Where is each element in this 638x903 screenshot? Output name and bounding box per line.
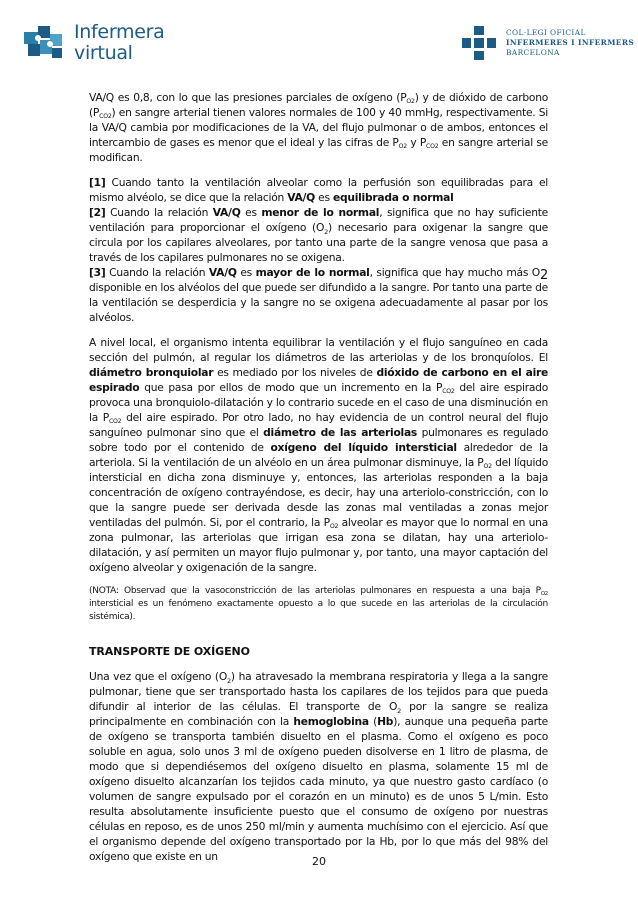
paragraph-case-2: [2] Cuando la relación VA/Q es menor de lo normal, significa que no hay suficiente ventilación para proporcionar el oxígeno $(O_2)$ necesario para oxigenar la sangre que circula por los capilares alveolares, por tanto una parte de la sangre venosa que pasa a través de los capilares pulmonares no se oxigena. bbox=[89, 206, 548, 264]
col-legi-logo bbox=[462, 24, 635, 68]
note-paragraph: (NOTA: Observad que la vasoconstricción de las arteriolas pulmonares en respuesta a una baja $P_{O2}$ intersticial es un fenómeno exactamente opuesto a lo que sucede en las arteriolas de la circulación sistémica). bbox=[89, 586, 548, 622]
logo-right-line3: BARCELONA bbox=[506, 48, 560, 57]
logo-right-line1: COL·LEGI OFICIAL bbox=[506, 28, 586, 37]
paragraph-case-3: [3] Cuando la relación VA/Q es mayor de lo normal, significa que hay mucho más O2 disponible en los alvéolos del que puede ser difundido a la sangre. Por tanto una parte de la ventilación se desperdicia y la sangre no se oxigena adecuadamente al pasar por los alvéolos. bbox=[89, 266, 548, 324]
paragraph-oxygen-transport: Una vez que el oxígeno $(O_2)$ ha atravesado la membrana respiratoria y llega a la sangre pulmonar, tiene que ser transportado hasta los capilares de los tejidos para que pueda difundir al interior de las células. El transporte de $O_2$ por la sangre se realiza principalmente en combinación con la hemoglobina (Hb), aunque una pequeña parte de oxígeno se transporta también disuelto en el plasma. Como el oxígeno es poco soluble en agua, solo unos 3 ml de oxígeno pueden disolverse en 1 litro de plasma, de modo que si dependiésemos del oxígeno disuelto en plasma, solamente 15 ml de oxígeno disuelto alcanzarían los tejidos cada minuto, ya que nuestro gasto cardíaco (o volumen de sangre expulsado por el corazón en un minuto) es de unos 5 L/min. Esto resulta absolutamente insuficiente puesto que el consumo de oxígeno por nuestras células en reposo, es de unos 250 ml/min y aumenta muchísimo con el ejercicio. Así que el organismo depende del oxígeno transportado por la Hb, por lo que más del 98% del oxígeno que existe en un bbox=[89, 670, 549, 863]
logo-right-line2: INFERMERES I INFERMERS bbox=[506, 38, 635, 47]
paragraph-case-1: [1] Cuando tanto la ventilación alveolar como la perfusión son equilibradas para el mismo alvéolo, se dice que la relación VA/Q es equilibrada o normal bbox=[89, 176, 548, 204]
paragraph-vaq: VA/Q es 0,8, con lo que las presiones parciales de oxígeno $(P_{O2})$ y de dióxido de carbono $(P_{CO2})$ en sangre arterial tienen valores normales de 100 y 40 mmHg, respectivamente. Si la VA/Q cambia por modificaciones de la VA, del flujo pulmonar o de ambos, entonces el intercambio de gases es menor que el ideal y las cifras de $P_{O2}$ y $P_{CO2}$ en sangre arterial se modifican. bbox=[89, 91, 549, 164]
logo-line1: Infermera bbox=[74, 21, 165, 43]
logo-line2: virtual bbox=[74, 42, 133, 64]
puzzle-logo-icon bbox=[22, 24, 72, 62]
infermera-virtual-logo bbox=[22, 20, 165, 66]
section-heading: TRANSPORTE DE OXÍGENO bbox=[89, 645, 250, 658]
cross-logo-icon bbox=[462, 26, 496, 60]
page-number: 20 bbox=[312, 855, 326, 868]
document-body bbox=[89, 90, 548, 864]
paragraph-local-regulation: A nivel local, el organismo intenta equilibrar la ventilación y el flujo sanguíneo en cada sección del pulmón, al regular los diámetros de las arteriolas y de los bronquíolos. El diámetro bronquiolar es mediado por los niveles de dióxido de carbono en el aire espirado que pasa por ellos de modo que un incremento en la $P_{CO2}$ del aire espirado provoca una bronquiolo-dilatación y lo contrario sucede en el caso de una disminución en la $P_{CO2}$ del aire espirado. Por otro lado, no hay evidencia de un control neural del flujo sanguíneo pulmonar sino que el diámetro de las arteriolas pulmonares es regulado sobre todo por el contenido de oxígeno del líquido intersticial alrededor de la arteriola. Si la ventilación de un alvéolo en un área pulmonar disminuye, la $P_{O2}$ del líquido intersticial en dicha zona disminuye y, entonces, las arteriolas responden a la baja concentración de oxígeno contrayéndose, es decir, hay una arteriolo-constricción, con lo que la sangre puede ser derivada desde las zonas mal ventiladas a zonas mejor ventiladas del pulmón. Si, por el contrario, la $P_{O2}$ alveolar es mayor que lo normal en una zona pulmonar, las arteriolas que irrigan esa zona se dilatan, hay una arteriolo-dilatación, y así permiten un mayor flujo pulmonar y, por tanto, una mayor captación del oxígeno alveolar y oxigenación de la sangre. bbox=[89, 336, 549, 574]
